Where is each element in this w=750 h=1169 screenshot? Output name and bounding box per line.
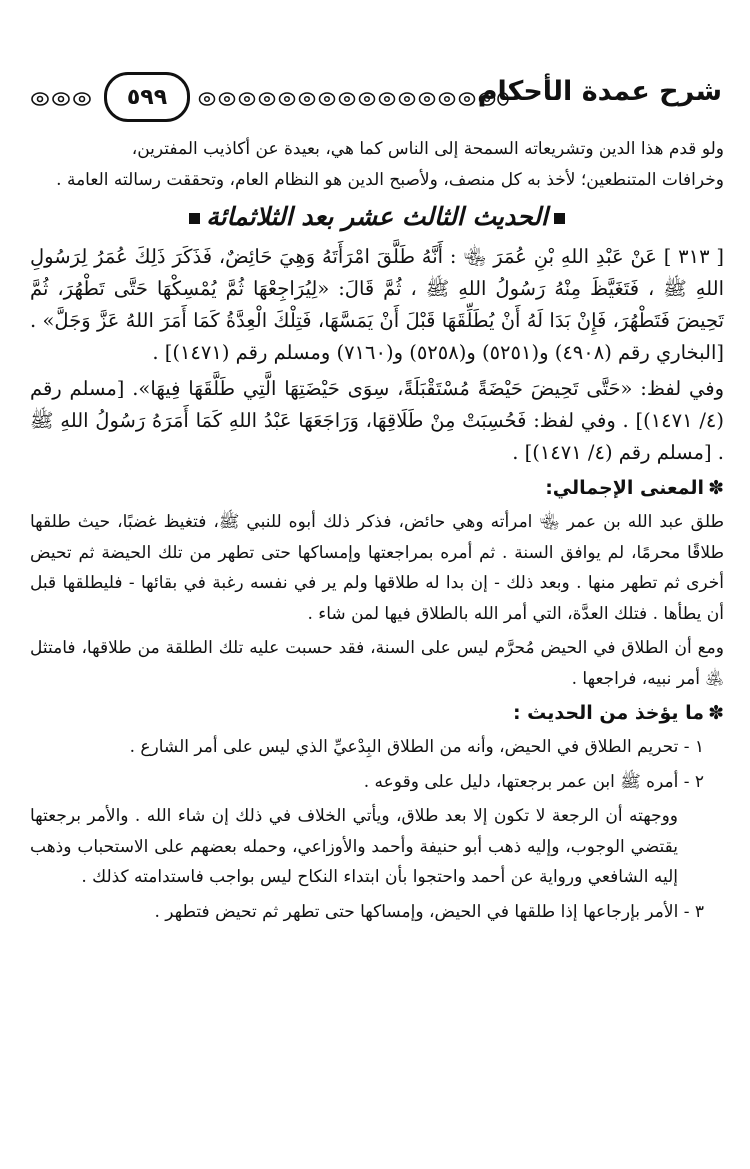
book-title: شرح عمدة الأحكام — [477, 76, 722, 107]
lesson-item-2: ٢ - أمره ﷺ ابن عمر برجعتها، دليل على وقوعه . — [363, 771, 704, 792]
lesson-note: ووجهته أن الرجعة لا تكون إلا بعد طلاق، ويأتي الخلاف في ذلك إن شاء الله . والأمر برجعتها يقتضي الوجوب، وإليه ذهب أبو حنيفة وأحمد والأوزاعي، وحمله بعضهم على الاستحباب وذهب إليه الشافعي ورواية عن أحمد واحتجوا بأن ابتداء النكاح ليس بواجب فاستدامته كذلك . — [30, 806, 678, 887]
general-meaning-para-1: طلق عبد الله بن عمر ﵄ امرأته وهي حائض، فذكر ذلك أبوه للنبي ﷺ، فتغيظ غضبًا، حيث طلقها طلاقًا محرمًا، لم يوافق السنة . ثم أمره بمراجعتها وإمساكها حتى تطهر من تلك الحيضة ثم تحيض أخرى ثم تطهر منها . وبعد ذلك - إن بدا له طلاقها ولم ير في نفسه رغبة في بقائها - فليطلقها قبل أن يطأها . فتلك العدَّة، التي أمر الله بالطلاق فيها لمن شاء . — [30, 512, 724, 624]
page-number: ٥٩٩ — [126, 84, 168, 110]
asterisk-icon: ✽ — [708, 702, 724, 724]
square-bullet-icon — [189, 213, 200, 224]
lesson-item-3: ٣ - الأمر بإرجاعها إذا طلقها في الحيض، وإمساكها حتى تطهر ثم تحيض فتطهر . — [154, 901, 704, 922]
hadith-text: [ ٣١٣ ] عَنْ عَبْدِ اللهِ بْنِ عُمَرَ ﵄ : أَنَّهُ طَلَّقَ امْرَأَتَهُ وَهِيَ حَائِضٌ، فَذَكَرَ ذَلِكَ عُمَرُ لِرَسُولِ اللهِ ﷺ ، فَتَغَيَّظَ مِنْهُ رَسُولُ اللهِ ﷺ ، ثُمَّ قَالَ: «لِيُرَاجِعْهَا ثُمَّ يُمْسِكْهَا حَتَّى تَطْهُرَ، ثُمَّ تَحِيضَ فَتَطْهُرَ، فَإِنْ بَدَا لَهُ أَنْ يُطَلِّقَهَا قَبْلَ أَنْ يَمَسَّهَا، فَتِلْكَ الْعِدَّةُ كَمَا أَمَرَ اللهُ عَزَّ وَجَلَّ» . [البخاري رقم (٤٩٠٨) و(٥٢٥١) و(٥٢٥٨) و(٧١٦٠) ومسلم رقم (١٤٧١)] . — [30, 245, 724, 364]
page-body — [30, 134, 724, 927]
intro-line-1: ولو قدم هذا الدين وتشريعاته السمحة إلى الناس كما هي، بعيدة عن أكاذيب المفترين، — [131, 139, 724, 159]
lesson-item-1: ١ - تحريم الطلاق في الحيض، وأنه من الطلاق البِدْعيِّ الذي ليس على أمر الشارع . — [129, 737, 704, 757]
hadith-variant: وفي لفظ: «حَتَّى تَحِيضَ حَيْضَةً مُسْتَقْبَلَةً، سِوَى حَيْضَتِهَا الَّتِي طَلَّقَهَا فِيهَا». [مسلم رقم (٤/ ١٤٧١)] . وفي لفظ: فَحُسِبَتْ مِنْ طَلَاقِهَا، وَرَاجَعَهَا عَبْدُ اللهِ كَمَا أَمَرَهُ رَسُولُ اللهِ ﷺ . [مسلم رقم (٤/ ١٤٧١)] . — [30, 377, 724, 464]
general-meaning-heading-text: المعنى الإجمالي: — [545, 477, 705, 499]
header-ornament-left — [30, 88, 92, 110]
square-bullet-icon — [554, 213, 565, 224]
header-ornament-center — [198, 88, 510, 110]
intro-paragraph — [30, 134, 724, 195]
hadith-heading-text: الحديث الثالث عشر بعد الثلاثمائة — [206, 202, 548, 231]
general-meaning-para-2: ومع أن الطلاق في الحيض مُحرَّم ليس على السنة، فقد حسبت عليه تلك الطلقة من طلاقها، فامتثل ﵁ أمر نبيه، فراجعها . — [30, 638, 724, 689]
lessons-heading — [30, 696, 724, 730]
general-meaning-heading — [30, 471, 724, 505]
asterisk-icon: ✽ — [708, 477, 724, 499]
hadith-heading — [30, 197, 724, 237]
page-header — [28, 72, 722, 128]
intro-line-2: وخرافات المتنطعين؛ لأخذ به كل منصف، ولأصبح الدين هو النظام العام، وتحققت رسالته العامة . — [56, 169, 724, 190]
lessons-heading-text: ما يؤخذ من الحديث : — [512, 702, 705, 724]
page-number-badge — [104, 72, 190, 122]
